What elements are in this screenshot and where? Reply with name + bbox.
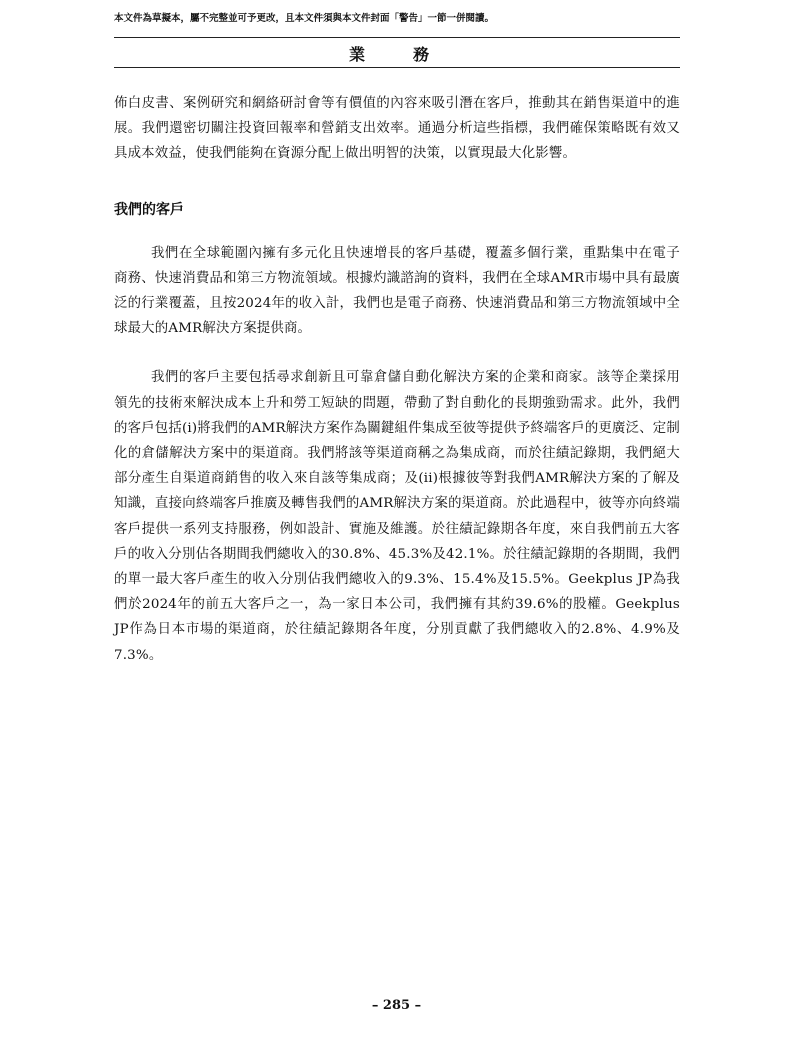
section-title: 業 務: [348, 45, 445, 64]
paragraph-gap: [114, 341, 680, 365]
intro-paragraph: 佈白皮書、案例研究和網絡研討會等有價值的內容來吸引潛在客戶，推動其在銷售渠道中的進展。我們還密切關注投資回報率和營銷支出效率。通過分析這些指標，我們確保策略既有效又具成本效益，使我們能夠在資源分配上做出明智的決策，以實現最大化影響。: [114, 96, 680, 162]
main-content: [114, 91, 680, 668]
page-number: – 285 –: [371, 998, 422, 1013]
section-title-rule: [114, 67, 680, 68]
header-rule: [114, 37, 680, 38]
customers-heading: 我們的客戶: [114, 201, 184, 218]
customers-paragraph-2: 我們的客戶主要包括尋求創新且可靠倉儲自動化解決方案的企業和商家。該等企業採用領先的技術來解決成本上升和勞工短缺的問題，帶動了對自動化的長期強勁需求。此外，我們的客戶包括(i)將我們的AMR解決方案作為關鍵組件集成至彼等提供予終端客戶的更廣泛、定制化的倉儲解決方案中的渠道商。我們將該等渠道商稱之為集成商，而於往績記錄期，我們絕大部分產生自渠道商銷售的收入來自該等集成商；及(ii)根據彼等對我們AMR解決方案的了解及知識，直接向終端客戶推廣及轉售我們的AMR解決方案的渠道商。於此過程中，彼等亦向終端客戶提供一系列支持服務，例如設計、實施及維護。於往績記錄期各年度，來自我們前五大客戶的收入分別佔各期間我們總收入的30.8%、45.3%及42.1%。於往績記錄期的各期間，我們的單一最大客戶產生的收入分別佔我們總收入的9.3%、15.4%及15.5%。Geekplus JP為我們於2024年的前五大客戶之一，為一家日本公司，我們擁有其約39.6%的股權。Geekplus JP作為日本市場的渠道商，於往績記錄期各年度，分別貢獻了我們總收入的2.8%、4.9%及7.3%。: [114, 370, 680, 663]
customers-paragraph-1: 我們在全球範圍內擁有多元化且快速增長的客戶基礎，覆蓋多個行業，重點集中在電子商務、快速消費品和第三方物流領域。根據灼識諮詢的資料，我們在全球AMR市場中具有最廣泛的行業覆蓋，且按2024年的收入計，我們也是電子商務、快速消費品和第三方物流領域中全球最大的AMR解決方案提供商。: [114, 245, 680, 337]
draft-disclaimer: 本文件為草擬本，屬不完整並可予更改，且本文件須與本文件封面「警告」一節一併閱讀。: [114, 13, 495, 24]
